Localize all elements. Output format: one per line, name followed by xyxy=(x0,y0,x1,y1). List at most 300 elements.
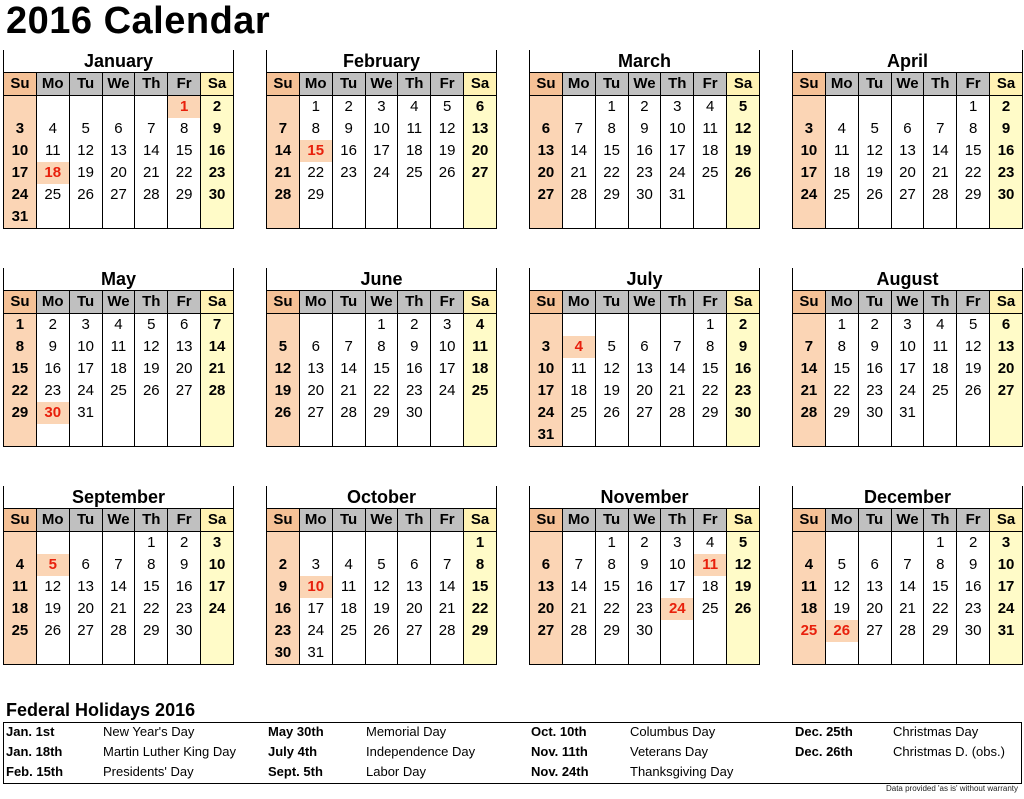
day-cell: 27 xyxy=(530,620,563,642)
day-cell: 28 xyxy=(201,380,234,402)
day-cell xyxy=(957,402,990,424)
day-cell: 24 xyxy=(530,402,563,424)
day-cell: 8 xyxy=(4,336,37,358)
day-cell: 2 xyxy=(168,532,201,555)
day-cell: 1 xyxy=(168,96,201,119)
weekday-header: Tu xyxy=(595,509,628,532)
day-cell xyxy=(431,532,464,555)
day-cell xyxy=(201,620,234,642)
day-cell: 8 xyxy=(464,554,497,576)
day-cell: 20 xyxy=(891,162,924,184)
weekday-header: Fr xyxy=(431,509,464,532)
day-cell xyxy=(168,424,201,447)
day-cell: 5 xyxy=(727,96,760,119)
day-cell xyxy=(201,402,234,424)
weekday-header: Mo xyxy=(36,509,69,532)
month-name: May xyxy=(4,268,234,291)
day-cell: 22 xyxy=(957,162,990,184)
day-cell: 12 xyxy=(69,140,102,162)
day-cell xyxy=(858,642,891,665)
day-cell: 31 xyxy=(69,402,102,424)
weekday-header: Sa xyxy=(990,291,1023,314)
day-cell: 12 xyxy=(595,358,628,380)
day-cell: 13 xyxy=(628,358,661,380)
day-cell: 1 xyxy=(464,532,497,555)
day-cell: 4 xyxy=(36,118,69,140)
day-cell: 2 xyxy=(398,314,431,337)
day-cell xyxy=(628,642,661,665)
day-cell: 22 xyxy=(694,380,727,402)
day-cell: 9 xyxy=(201,118,234,140)
weekday-header: Th xyxy=(924,291,957,314)
day-cell: 6 xyxy=(891,118,924,140)
day-cell: 22 xyxy=(595,162,628,184)
day-cell: 4 xyxy=(464,314,497,337)
day-cell: 18 xyxy=(793,598,826,620)
day-cell: 7 xyxy=(201,314,234,337)
holiday-name: Memorial Day xyxy=(366,724,447,739)
day-cell: 27 xyxy=(464,162,497,184)
day-cell: 1 xyxy=(4,314,37,337)
day-cell: 15 xyxy=(924,576,957,598)
day-cell: 11 xyxy=(694,554,727,576)
day-cell: 1 xyxy=(957,96,990,119)
day-cell: 9 xyxy=(628,554,661,576)
day-cell: 15 xyxy=(168,140,201,162)
day-cell: 25 xyxy=(694,162,727,184)
weekday-header: Mo xyxy=(299,291,332,314)
day-cell: 19 xyxy=(595,380,628,402)
day-cell: 21 xyxy=(562,162,595,184)
day-cell: 22 xyxy=(595,598,628,620)
day-cell: 4 xyxy=(694,96,727,119)
weekday-header: Th xyxy=(924,509,957,532)
day-cell: 15 xyxy=(365,358,398,380)
day-cell xyxy=(332,532,365,555)
day-cell xyxy=(267,424,300,447)
day-cell xyxy=(530,96,563,119)
day-cell xyxy=(4,642,37,665)
day-cell: 20 xyxy=(168,358,201,380)
day-cell: 18 xyxy=(694,576,727,598)
day-cell: 6 xyxy=(69,554,102,576)
day-cell: 10 xyxy=(431,336,464,358)
day-cell: 11 xyxy=(562,358,595,380)
day-cell xyxy=(793,206,826,229)
day-cell xyxy=(924,96,957,119)
day-cell xyxy=(595,642,628,665)
day-cell xyxy=(135,642,168,665)
day-cell: 21 xyxy=(793,380,826,402)
day-cell: 16 xyxy=(628,140,661,162)
day-cell: 9 xyxy=(990,118,1023,140)
day-cell: 31 xyxy=(661,184,694,206)
day-cell: 6 xyxy=(628,336,661,358)
day-cell: 29 xyxy=(365,402,398,424)
day-cell: 1 xyxy=(595,96,628,119)
day-cell: 22 xyxy=(464,598,497,620)
day-cell xyxy=(694,184,727,206)
day-cell: 9 xyxy=(398,336,431,358)
day-cell: 8 xyxy=(299,118,332,140)
weekday-header: Th xyxy=(135,73,168,96)
weekday-header: Tu xyxy=(332,291,365,314)
day-cell xyxy=(398,206,431,229)
day-cell: 3 xyxy=(661,532,694,555)
day-cell: 21 xyxy=(332,380,365,402)
day-cell: 5 xyxy=(957,314,990,337)
day-cell: 11 xyxy=(464,336,497,358)
day-cell: 26 xyxy=(727,162,760,184)
holiday-date: Sept. 5th xyxy=(268,764,323,779)
day-cell: 5 xyxy=(69,118,102,140)
day-cell: 5 xyxy=(365,554,398,576)
day-cell: 25 xyxy=(825,184,858,206)
day-cell: 13 xyxy=(891,140,924,162)
day-cell: 24 xyxy=(4,184,37,206)
day-cell xyxy=(825,642,858,665)
day-cell xyxy=(431,424,464,447)
day-cell: 17 xyxy=(201,576,234,598)
day-cell: 7 xyxy=(891,554,924,576)
weekday-header: Mo xyxy=(562,509,595,532)
day-cell: 4 xyxy=(4,554,37,576)
day-cell xyxy=(530,642,563,665)
day-cell: 7 xyxy=(267,118,300,140)
day-cell: 6 xyxy=(299,336,332,358)
day-cell xyxy=(891,96,924,119)
day-cell xyxy=(36,206,69,229)
day-cell: 4 xyxy=(398,96,431,119)
day-cell: 7 xyxy=(135,118,168,140)
day-cell: 25 xyxy=(793,620,826,642)
day-cell: 29 xyxy=(299,184,332,206)
day-cell: 6 xyxy=(990,314,1023,337)
day-cell: 22 xyxy=(825,380,858,402)
weekday-header: Mo xyxy=(36,73,69,96)
day-cell xyxy=(793,96,826,119)
day-cell: 3 xyxy=(69,314,102,337)
day-cell: 30 xyxy=(727,402,760,424)
weekday-header: Fr xyxy=(957,73,990,96)
day-cell xyxy=(69,96,102,119)
day-cell: 10 xyxy=(661,554,694,576)
day-cell: 29 xyxy=(464,620,497,642)
day-cell: 24 xyxy=(201,598,234,620)
day-cell: 2 xyxy=(201,96,234,119)
day-cell: 15 xyxy=(135,576,168,598)
day-cell: 7 xyxy=(562,118,595,140)
day-cell: 16 xyxy=(990,140,1023,162)
day-cell: 30 xyxy=(168,620,201,642)
day-cell: 25 xyxy=(924,380,957,402)
day-cell: 3 xyxy=(530,336,563,358)
day-cell: 25 xyxy=(562,402,595,424)
day-cell: 19 xyxy=(431,140,464,162)
day-cell xyxy=(562,206,595,229)
day-cell xyxy=(891,424,924,447)
day-cell: 19 xyxy=(957,358,990,380)
day-cell: 28 xyxy=(431,620,464,642)
day-cell xyxy=(464,402,497,424)
day-cell xyxy=(891,642,924,665)
day-cell: 2 xyxy=(957,532,990,555)
weekday-header: Fr xyxy=(957,509,990,532)
day-cell xyxy=(102,424,135,447)
day-cell: 14 xyxy=(793,358,826,380)
weekday-header: Tu xyxy=(332,73,365,96)
day-cell: 1 xyxy=(825,314,858,337)
day-cell: 30 xyxy=(858,402,891,424)
day-cell: 26 xyxy=(135,380,168,402)
day-cell: 18 xyxy=(36,162,69,184)
day-cell: 25 xyxy=(398,162,431,184)
day-cell xyxy=(431,206,464,229)
day-cell xyxy=(661,642,694,665)
month-name: February xyxy=(267,50,497,73)
day-cell: 18 xyxy=(332,598,365,620)
day-cell: 16 xyxy=(628,576,661,598)
day-cell: 30 xyxy=(267,642,300,665)
day-cell: 12 xyxy=(727,118,760,140)
weekday-header: Fr xyxy=(694,73,727,96)
day-cell: 14 xyxy=(431,576,464,598)
weekday-header: We xyxy=(891,73,924,96)
day-cell: 2 xyxy=(36,314,69,337)
day-cell: 3 xyxy=(661,96,694,119)
weekday-header: Tu xyxy=(595,291,628,314)
day-cell xyxy=(595,314,628,337)
day-cell: 20 xyxy=(464,140,497,162)
day-cell: 17 xyxy=(891,358,924,380)
day-cell: 15 xyxy=(957,140,990,162)
day-cell xyxy=(957,206,990,229)
day-cell xyxy=(102,206,135,229)
day-cell xyxy=(201,424,234,447)
day-cell xyxy=(365,184,398,206)
weekday-header: Su xyxy=(267,291,300,314)
day-cell: 27 xyxy=(628,402,661,424)
day-cell xyxy=(661,620,694,642)
weekday-header: Sa xyxy=(727,509,760,532)
day-cell xyxy=(332,314,365,337)
day-cell: 9 xyxy=(168,554,201,576)
day-cell: 9 xyxy=(267,576,300,598)
day-cell xyxy=(924,642,957,665)
day-cell xyxy=(431,184,464,206)
day-cell: 4 xyxy=(562,336,595,358)
day-cell: 1 xyxy=(135,532,168,555)
day-cell xyxy=(858,96,891,119)
day-cell xyxy=(299,532,332,555)
day-cell: 2 xyxy=(858,314,891,337)
day-cell: 7 xyxy=(332,336,365,358)
day-cell: 5 xyxy=(135,314,168,337)
day-cell: 17 xyxy=(990,576,1023,598)
day-cell: 31 xyxy=(990,620,1023,642)
weekday-header: Mo xyxy=(299,73,332,96)
weekday-header: We xyxy=(628,291,661,314)
day-cell: 23 xyxy=(957,598,990,620)
holiday-name: Veterans Day xyxy=(630,744,709,759)
holiday-date: July 4th xyxy=(268,744,318,759)
day-cell: 4 xyxy=(924,314,957,337)
weekday-header: We xyxy=(365,291,398,314)
day-cell: 1 xyxy=(595,532,628,555)
day-cell: 16 xyxy=(858,358,891,380)
day-cell xyxy=(69,206,102,229)
day-cell: 12 xyxy=(365,576,398,598)
weekday-header: Sa xyxy=(727,291,760,314)
weekday-header: Th xyxy=(661,291,694,314)
weekday-header: Fr xyxy=(431,73,464,96)
day-cell: 12 xyxy=(431,118,464,140)
day-cell: 24 xyxy=(365,162,398,184)
month-february xyxy=(266,50,497,229)
day-cell xyxy=(332,206,365,229)
day-cell xyxy=(299,424,332,447)
day-cell: 6 xyxy=(530,554,563,576)
day-cell xyxy=(858,206,891,229)
day-cell: 17 xyxy=(530,380,563,402)
day-cell: 6 xyxy=(530,118,563,140)
day-cell: 31 xyxy=(530,424,563,447)
day-cell xyxy=(562,642,595,665)
day-cell: 9 xyxy=(332,118,365,140)
weekday-header: Su xyxy=(4,291,37,314)
day-cell: 20 xyxy=(990,358,1023,380)
weekday-header: We xyxy=(102,509,135,532)
day-cell: 11 xyxy=(4,576,37,598)
month-name: October xyxy=(267,486,497,509)
weekday-header: Sa xyxy=(201,291,234,314)
page-title: 2016 Calendar xyxy=(6,0,271,42)
day-cell xyxy=(69,642,102,665)
day-cell xyxy=(135,402,168,424)
day-cell: 26 xyxy=(727,598,760,620)
day-cell: 30 xyxy=(628,620,661,642)
day-cell: 27 xyxy=(990,380,1023,402)
day-cell: 2 xyxy=(990,96,1023,119)
day-cell: 18 xyxy=(464,358,497,380)
day-cell xyxy=(990,424,1023,447)
day-cell: 21 xyxy=(135,162,168,184)
day-cell xyxy=(793,314,826,337)
day-cell: 13 xyxy=(530,576,563,598)
day-cell: 14 xyxy=(102,576,135,598)
day-cell xyxy=(69,424,102,447)
month-name: March xyxy=(530,50,760,73)
day-cell: 10 xyxy=(299,576,332,598)
month-name: July xyxy=(530,268,760,291)
month-march xyxy=(529,50,760,229)
weekday-header: Sa xyxy=(201,73,234,96)
day-cell: 26 xyxy=(858,184,891,206)
day-cell xyxy=(36,532,69,555)
day-cell: 27 xyxy=(858,620,891,642)
weekday-header: We xyxy=(891,291,924,314)
day-cell: 14 xyxy=(891,576,924,598)
day-cell: 6 xyxy=(858,554,891,576)
day-cell: 6 xyxy=(102,118,135,140)
day-cell: 13 xyxy=(69,576,102,598)
day-cell: 23 xyxy=(628,598,661,620)
day-cell: 25 xyxy=(102,380,135,402)
day-cell: 27 xyxy=(69,620,102,642)
day-cell: 29 xyxy=(595,620,628,642)
day-cell: 19 xyxy=(135,358,168,380)
day-cell: 31 xyxy=(299,642,332,665)
weekday-header: Su xyxy=(530,73,563,96)
day-cell xyxy=(332,184,365,206)
weekday-header: Sa xyxy=(464,509,497,532)
day-cell: 18 xyxy=(398,140,431,162)
day-cell: 29 xyxy=(957,184,990,206)
day-cell: 23 xyxy=(201,162,234,184)
day-cell: 15 xyxy=(825,358,858,380)
day-cell: 28 xyxy=(891,620,924,642)
day-cell: 23 xyxy=(267,620,300,642)
weekday-header: Fr xyxy=(431,291,464,314)
day-cell: 17 xyxy=(69,358,102,380)
day-cell: 14 xyxy=(332,358,365,380)
day-cell xyxy=(36,424,69,447)
day-cell: 13 xyxy=(858,576,891,598)
day-cell: 26 xyxy=(825,620,858,642)
month-november xyxy=(529,486,760,665)
day-cell xyxy=(431,642,464,665)
day-cell: 8 xyxy=(595,554,628,576)
day-cell xyxy=(924,402,957,424)
day-cell: 21 xyxy=(102,598,135,620)
day-cell: 30 xyxy=(201,184,234,206)
day-cell xyxy=(661,314,694,337)
weekday-header: Sa xyxy=(990,73,1023,96)
day-cell: 4 xyxy=(694,532,727,555)
weekday-header: Mo xyxy=(562,73,595,96)
day-cell: 10 xyxy=(530,358,563,380)
day-cell xyxy=(398,184,431,206)
day-cell xyxy=(628,314,661,337)
weekday-header: Fr xyxy=(168,291,201,314)
day-cell: 8 xyxy=(957,118,990,140)
weekday-header: Su xyxy=(267,509,300,532)
day-cell: 16 xyxy=(727,358,760,380)
day-cell: 29 xyxy=(694,402,727,424)
day-cell: 27 xyxy=(168,380,201,402)
day-cell: 19 xyxy=(365,598,398,620)
day-cell: 14 xyxy=(924,140,957,162)
day-cell: 3 xyxy=(891,314,924,337)
weekday-header: Mo xyxy=(299,509,332,532)
day-cell: 11 xyxy=(793,576,826,598)
day-cell: 12 xyxy=(957,336,990,358)
holidays-title: Federal Holidays 2016 xyxy=(6,700,196,720)
day-cell: 8 xyxy=(595,118,628,140)
day-cell xyxy=(727,184,760,206)
day-cell: 21 xyxy=(267,162,300,184)
weekday-header: Th xyxy=(135,509,168,532)
day-cell: 21 xyxy=(562,598,595,620)
day-cell: 3 xyxy=(990,532,1023,555)
day-cell: 23 xyxy=(168,598,201,620)
weekday-header: Mo xyxy=(825,73,858,96)
day-cell: 3 xyxy=(431,314,464,337)
holiday-date: Jan. 18th xyxy=(6,744,63,759)
holiday-date: Jan. 1st xyxy=(6,724,55,739)
day-cell: 11 xyxy=(825,140,858,162)
weekday-header: Tu xyxy=(69,509,102,532)
